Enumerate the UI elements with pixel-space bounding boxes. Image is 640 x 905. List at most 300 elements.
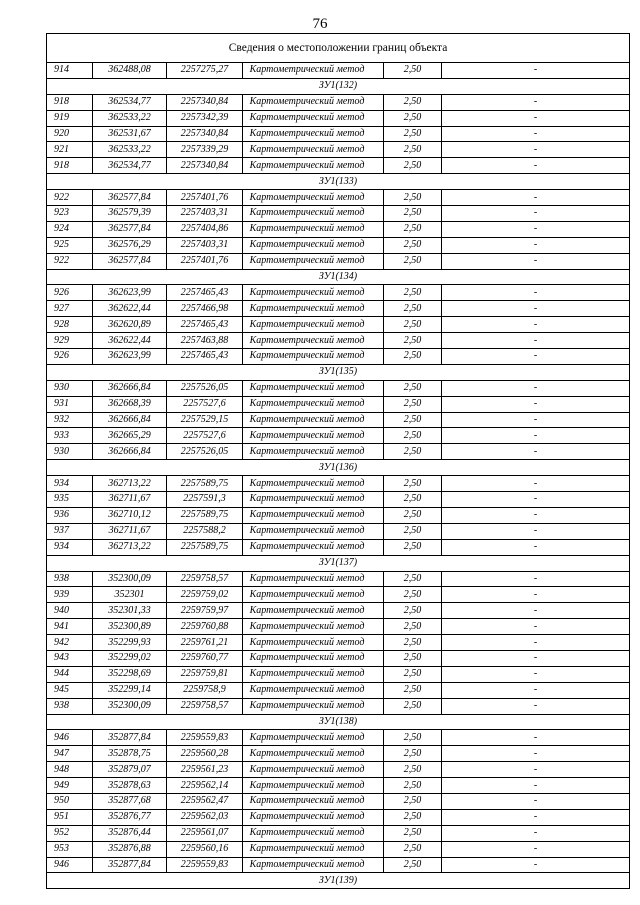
coord-y-cell: 2257340,84 — [167, 126, 243, 142]
coord-y-cell: 2257340,84 — [167, 158, 243, 174]
accuracy-cell: 2,50 — [384, 63, 442, 79]
description-cell: - — [442, 650, 630, 666]
description-cell: - — [442, 682, 630, 698]
point-number-cell: 950 — [47, 793, 93, 809]
coord-x-cell: 362488,08 — [93, 63, 167, 79]
accuracy-cell: 2,50 — [384, 698, 442, 714]
accuracy-cell: 2,50 — [384, 857, 442, 873]
method-cell: Картометрический метод — [243, 444, 384, 460]
table-row — [47, 301, 630, 317]
point-number-cell: 941 — [47, 619, 93, 635]
method-cell: Картометрический метод — [243, 793, 384, 809]
point-number-cell: 933 — [47, 428, 93, 444]
coord-x-cell: 362579,39 — [93, 206, 167, 222]
point-number-cell: 929 — [47, 333, 93, 349]
coord-x-cell: 362711,67 — [93, 492, 167, 508]
table-row — [47, 698, 630, 714]
accuracy-cell: 2,50 — [384, 110, 442, 126]
coord-y-cell: 2259758,9 — [167, 682, 243, 698]
table-row — [47, 206, 630, 222]
description-cell: - — [442, 94, 630, 110]
method-cell: Картометрический метод — [243, 221, 384, 237]
table-row — [47, 285, 630, 301]
description-cell: - — [442, 778, 630, 794]
point-number-cell: 926 — [47, 285, 93, 301]
description-cell: - — [442, 746, 630, 762]
accuracy-cell: 2,50 — [384, 809, 442, 825]
method-cell: Картометрический метод — [243, 333, 384, 349]
description-cell: - — [442, 825, 630, 841]
point-number-cell: 952 — [47, 825, 93, 841]
description-cell: - — [442, 476, 630, 492]
table-row — [47, 523, 630, 539]
method-cell: Картометрический метод — [243, 650, 384, 666]
coord-y-cell: 2257589,75 — [167, 539, 243, 555]
coord-y-cell: 2259758,57 — [167, 571, 243, 587]
coord-x-cell: 362577,84 — [93, 253, 167, 269]
table-row — [47, 221, 630, 237]
coord-y-cell: 2259560,28 — [167, 746, 243, 762]
coord-x-cell: 352300,89 — [93, 619, 167, 635]
coord-x-cell: 362666,84 — [93, 444, 167, 460]
parcel-label: ЗУ1(133) — [47, 174, 630, 190]
description-cell: - — [442, 793, 630, 809]
coord-x-cell: 352299,93 — [93, 635, 167, 651]
point-number-cell: 942 — [47, 635, 93, 651]
parcel-label-row — [47, 714, 630, 730]
method-cell: Картометрический метод — [243, 317, 384, 333]
coord-y-cell: 2259559,83 — [167, 857, 243, 873]
parcel-label: ЗУ1(139) — [47, 873, 630, 889]
description-cell: - — [442, 285, 630, 301]
coord-x-cell: 352299,14 — [93, 682, 167, 698]
table-row — [47, 809, 630, 825]
accuracy-cell: 2,50 — [384, 380, 442, 396]
coord-x-cell: 352300,09 — [93, 698, 167, 714]
coord-y-cell: 2259560,16 — [167, 841, 243, 857]
coord-x-cell: 362577,84 — [93, 221, 167, 237]
table-row — [47, 110, 630, 126]
method-cell: Картометрический метод — [243, 587, 384, 603]
table-row — [47, 190, 630, 206]
method-cell: Картометрический метод — [243, 412, 384, 428]
description-cell: - — [442, 142, 630, 158]
coord-x-cell: 362666,84 — [93, 412, 167, 428]
accuracy-cell: 2,50 — [384, 841, 442, 857]
point-number-cell: 949 — [47, 778, 93, 794]
coord-y-cell: 2257529,15 — [167, 412, 243, 428]
coord-x-cell: 362665,29 — [93, 428, 167, 444]
coord-x-cell: 352878,63 — [93, 778, 167, 794]
accuracy-cell: 2,50 — [384, 94, 442, 110]
description-cell: - — [442, 221, 630, 237]
method-cell: Картометрический метод — [243, 603, 384, 619]
description-cell: - — [442, 666, 630, 682]
description-cell: - — [442, 190, 630, 206]
table-row — [47, 730, 630, 746]
table-row — [47, 635, 630, 651]
coord-x-cell: 362622,44 — [93, 301, 167, 317]
coord-x-cell: 362711,67 — [93, 523, 167, 539]
point-number-cell: 926 — [47, 349, 93, 365]
coord-x-cell: 362623,99 — [93, 285, 167, 301]
coord-x-cell: 362533,22 — [93, 110, 167, 126]
parcel-label-row — [47, 174, 630, 190]
method-cell: Картометрический метод — [243, 857, 384, 873]
table-row — [47, 126, 630, 142]
coord-y-cell: 2257463,88 — [167, 333, 243, 349]
table-title: Сведения о местоположении границ объекта — [47, 34, 630, 63]
parcel-label: ЗУ1(137) — [47, 555, 630, 571]
point-number-cell: 931 — [47, 396, 93, 412]
method-cell: Картометрический метод — [243, 380, 384, 396]
description-cell: - — [442, 619, 630, 635]
accuracy-cell: 2,50 — [384, 237, 442, 253]
method-cell: Картометрический метод — [243, 825, 384, 841]
description-cell: - — [442, 507, 630, 523]
point-number-cell: 947 — [47, 746, 93, 762]
coord-x-cell: 362620,89 — [93, 317, 167, 333]
coord-y-cell: 2257401,76 — [167, 253, 243, 269]
coord-y-cell: 2259562,47 — [167, 793, 243, 809]
point-number-cell: 938 — [47, 571, 93, 587]
description-cell: - — [442, 63, 630, 79]
point-number-cell: 943 — [47, 650, 93, 666]
method-cell: Картометрический метод — [243, 778, 384, 794]
description-cell: - — [442, 698, 630, 714]
point-number-cell: 932 — [47, 412, 93, 428]
method-cell: Картометрический метод — [243, 762, 384, 778]
description-cell: - — [442, 539, 630, 555]
description-cell: - — [442, 762, 630, 778]
coord-y-cell: 2257340,84 — [167, 94, 243, 110]
table-row — [47, 650, 630, 666]
accuracy-cell: 2,50 — [384, 412, 442, 428]
accuracy-cell: 2,50 — [384, 587, 442, 603]
accuracy-cell: 2,50 — [384, 682, 442, 698]
table-row — [47, 63, 630, 79]
coord-y-cell: 2257275,27 — [167, 63, 243, 79]
point-number-cell: 946 — [47, 730, 93, 746]
point-number-cell: 951 — [47, 809, 93, 825]
coord-x-cell: 362713,22 — [93, 476, 167, 492]
parcel-label: ЗУ1(132) — [47, 78, 630, 94]
boundary-table — [46, 33, 630, 889]
description-cell: - — [442, 587, 630, 603]
method-cell: Картометрический метод — [243, 476, 384, 492]
coord-x-cell: 352878,75 — [93, 746, 167, 762]
point-number-cell: 938 — [47, 698, 93, 714]
table-row — [47, 142, 630, 158]
table-row — [47, 476, 630, 492]
coord-x-cell: 352877,84 — [93, 730, 167, 746]
point-number-cell: 923 — [47, 206, 93, 222]
description-cell: - — [442, 158, 630, 174]
method-cell: Картометрический метод — [243, 285, 384, 301]
table-title-row — [47, 34, 630, 63]
method-cell: Картометрический метод — [243, 635, 384, 651]
method-cell: Картометрический метод — [243, 746, 384, 762]
coord-y-cell: 2257404,86 — [167, 221, 243, 237]
point-number-cell: 918 — [47, 158, 93, 174]
table-row — [47, 507, 630, 523]
method-cell: Картометрический метод — [243, 206, 384, 222]
method-cell: Картометрический метод — [243, 492, 384, 508]
description-cell: - — [442, 253, 630, 269]
table-row — [47, 158, 630, 174]
accuracy-cell: 2,50 — [384, 793, 442, 809]
parcel-label: ЗУ1(135) — [47, 364, 630, 380]
table-row — [47, 444, 630, 460]
description-cell: - — [442, 857, 630, 873]
table-row — [47, 841, 630, 857]
point-number-cell: 921 — [47, 142, 93, 158]
description-cell: - — [442, 730, 630, 746]
coord-x-cell: 362534,77 — [93, 158, 167, 174]
description-cell: - — [442, 603, 630, 619]
table-row — [47, 857, 630, 873]
method-cell: Картометрический метод — [243, 428, 384, 444]
coord-x-cell: 352876,88 — [93, 841, 167, 857]
point-number-cell: 927 — [47, 301, 93, 317]
point-number-cell: 919 — [47, 110, 93, 126]
coord-x-cell: 352877,68 — [93, 793, 167, 809]
description-cell: - — [442, 523, 630, 539]
coord-x-cell: 362533,22 — [93, 142, 167, 158]
accuracy-cell: 2,50 — [384, 507, 442, 523]
point-number-cell: 939 — [47, 587, 93, 603]
accuracy-cell: 2,50 — [384, 142, 442, 158]
accuracy-cell: 2,50 — [384, 825, 442, 841]
table-row — [47, 746, 630, 762]
table-row — [47, 762, 630, 778]
coord-y-cell: 2259760,88 — [167, 619, 243, 635]
description-cell: - — [442, 206, 630, 222]
method-cell: Картометрический метод — [243, 63, 384, 79]
accuracy-cell: 2,50 — [384, 762, 442, 778]
accuracy-cell: 2,50 — [384, 317, 442, 333]
description-cell: - — [442, 333, 630, 349]
method-cell: Картометрический метод — [243, 539, 384, 555]
table-row — [47, 317, 630, 333]
table-row — [47, 428, 630, 444]
description-cell: - — [442, 492, 630, 508]
accuracy-cell: 2,50 — [384, 571, 442, 587]
coord-y-cell: 2259759,97 — [167, 603, 243, 619]
point-number-cell: 928 — [47, 317, 93, 333]
accuracy-cell: 2,50 — [384, 523, 442, 539]
point-number-cell: 920 — [47, 126, 93, 142]
point-number-cell: 922 — [47, 190, 93, 206]
accuracy-cell: 2,50 — [384, 539, 442, 555]
coord-y-cell: 2257526,05 — [167, 380, 243, 396]
accuracy-cell: 2,50 — [384, 650, 442, 666]
point-number-cell: 946 — [47, 857, 93, 873]
page-number: 76 — [312, 16, 328, 32]
description-cell: - — [442, 110, 630, 126]
point-number-cell: 945 — [47, 682, 93, 698]
table-row — [47, 793, 630, 809]
coord-y-cell: 2257466,98 — [167, 301, 243, 317]
description-cell: - — [442, 126, 630, 142]
method-cell: Картометрический метод — [243, 396, 384, 412]
accuracy-cell: 2,50 — [384, 158, 442, 174]
description-cell: - — [442, 841, 630, 857]
table-row — [47, 333, 630, 349]
description-cell: - — [442, 380, 630, 396]
coord-x-cell: 352300,09 — [93, 571, 167, 587]
coord-y-cell: 2259759,02 — [167, 587, 243, 603]
coord-x-cell: 362577,84 — [93, 190, 167, 206]
coord-y-cell: 2257591,3 — [167, 492, 243, 508]
parcel-label: ЗУ1(136) — [47, 460, 630, 476]
parcel-label-row — [47, 269, 630, 285]
description-cell: - — [442, 396, 630, 412]
description-cell: - — [442, 349, 630, 365]
accuracy-cell: 2,50 — [384, 746, 442, 762]
description-cell: - — [442, 237, 630, 253]
description-cell: - — [442, 301, 630, 317]
coord-x-cell: 362713,22 — [93, 539, 167, 555]
coord-y-cell: 2257465,43 — [167, 317, 243, 333]
coord-x-cell: 362666,84 — [93, 380, 167, 396]
coord-y-cell: 2257401,76 — [167, 190, 243, 206]
accuracy-cell: 2,50 — [384, 221, 442, 237]
method-cell: Картометрический метод — [243, 507, 384, 523]
parcel-label-row — [47, 555, 630, 571]
description-cell: - — [442, 571, 630, 587]
point-number-cell: 944 — [47, 666, 93, 682]
coord-y-cell: 2257527,6 — [167, 396, 243, 412]
point-number-cell: 925 — [47, 237, 93, 253]
accuracy-cell: 2,50 — [384, 349, 442, 365]
description-cell: - — [442, 635, 630, 651]
coord-y-cell: 2259759,81 — [167, 666, 243, 682]
coord-y-cell: 2259761,21 — [167, 635, 243, 651]
accuracy-cell: 2,50 — [384, 778, 442, 794]
method-cell: Картометрический метод — [243, 142, 384, 158]
coord-y-cell: 2257342,39 — [167, 110, 243, 126]
accuracy-cell: 2,50 — [384, 444, 442, 460]
accuracy-cell: 2,50 — [384, 301, 442, 317]
accuracy-cell: 2,50 — [384, 635, 442, 651]
description-cell: - — [442, 412, 630, 428]
coord-y-cell: 2257465,43 — [167, 349, 243, 365]
table-row — [47, 682, 630, 698]
accuracy-cell: 2,50 — [384, 492, 442, 508]
description-cell: - — [442, 428, 630, 444]
coord-y-cell: 2257526,05 — [167, 444, 243, 460]
method-cell: Картометрический метод — [243, 619, 384, 635]
description-cell: - — [442, 317, 630, 333]
accuracy-cell: 2,50 — [384, 206, 442, 222]
table-row — [47, 778, 630, 794]
coord-y-cell: 2259760,77 — [167, 650, 243, 666]
coord-y-cell: 2259562,14 — [167, 778, 243, 794]
method-cell: Картометрический метод — [243, 158, 384, 174]
method-cell: Картометрический метод — [243, 94, 384, 110]
accuracy-cell: 2,50 — [384, 730, 442, 746]
accuracy-cell: 2,50 — [384, 126, 442, 142]
coord-y-cell: 2257589,75 — [167, 476, 243, 492]
table-row — [47, 237, 630, 253]
table-row — [47, 539, 630, 555]
method-cell: Картометрический метод — [243, 666, 384, 682]
point-number-cell: 936 — [47, 507, 93, 523]
table-row — [47, 825, 630, 841]
point-number-cell: 924 — [47, 221, 93, 237]
point-number-cell: 935 — [47, 492, 93, 508]
accuracy-cell: 2,50 — [384, 396, 442, 412]
parcel-label-row — [47, 78, 630, 94]
description-cell: - — [442, 809, 630, 825]
point-number-cell: 937 — [47, 523, 93, 539]
parcel-label-row — [47, 873, 630, 889]
coord-x-cell: 352298,69 — [93, 666, 167, 682]
method-cell: Картометрический метод — [243, 730, 384, 746]
method-cell: Картометрический метод — [243, 110, 384, 126]
table-row — [47, 412, 630, 428]
accuracy-cell: 2,50 — [384, 666, 442, 682]
method-cell: Картометрический метод — [243, 682, 384, 698]
point-number-cell: 940 — [47, 603, 93, 619]
accuracy-cell: 2,50 — [384, 476, 442, 492]
method-cell: Картометрический метод — [243, 841, 384, 857]
point-number-cell: 934 — [47, 476, 93, 492]
accuracy-cell: 2,50 — [384, 285, 442, 301]
coord-x-cell: 352879,07 — [93, 762, 167, 778]
point-number-cell: 948 — [47, 762, 93, 778]
table-row — [47, 492, 630, 508]
method-cell: Картометрический метод — [243, 126, 384, 142]
table-row — [47, 94, 630, 110]
coord-x-cell: 362534,77 — [93, 94, 167, 110]
coord-y-cell: 2257588,2 — [167, 523, 243, 539]
coord-y-cell: 2259561,23 — [167, 762, 243, 778]
method-cell: Картометрический метод — [243, 571, 384, 587]
accuracy-cell: 2,50 — [384, 619, 442, 635]
description-cell: - — [442, 444, 630, 460]
table-row — [47, 253, 630, 269]
coord-y-cell: 2257339,29 — [167, 142, 243, 158]
coord-x-cell: 352876,44 — [93, 825, 167, 841]
accuracy-cell: 2,50 — [384, 428, 442, 444]
method-cell: Картометрический метод — [243, 523, 384, 539]
point-number-cell: 934 — [47, 539, 93, 555]
parcel-label-row — [47, 364, 630, 380]
table-row — [47, 571, 630, 587]
coord-y-cell: 2257465,43 — [167, 285, 243, 301]
accuracy-cell: 2,50 — [384, 253, 442, 269]
coord-y-cell: 2259561,07 — [167, 825, 243, 841]
method-cell: Картометрический метод — [243, 237, 384, 253]
point-number-cell: 930 — [47, 380, 93, 396]
coord-x-cell: 352301 — [93, 587, 167, 603]
coord-y-cell: 2259562,03 — [167, 809, 243, 825]
coord-x-cell: 362668,39 — [93, 396, 167, 412]
coord-y-cell: 2257527,6 — [167, 428, 243, 444]
method-cell: Картометрический метод — [243, 809, 384, 825]
coord-x-cell: 362576,29 — [93, 237, 167, 253]
coord-x-cell: 352876,77 — [93, 809, 167, 825]
table-row — [47, 666, 630, 682]
coord-y-cell: 2257403,31 — [167, 206, 243, 222]
coord-x-cell: 362531,67 — [93, 126, 167, 142]
point-number-cell: 930 — [47, 444, 93, 460]
table-row — [47, 603, 630, 619]
method-cell: Картометрический метод — [243, 190, 384, 206]
coord-x-cell: 362623,99 — [93, 349, 167, 365]
